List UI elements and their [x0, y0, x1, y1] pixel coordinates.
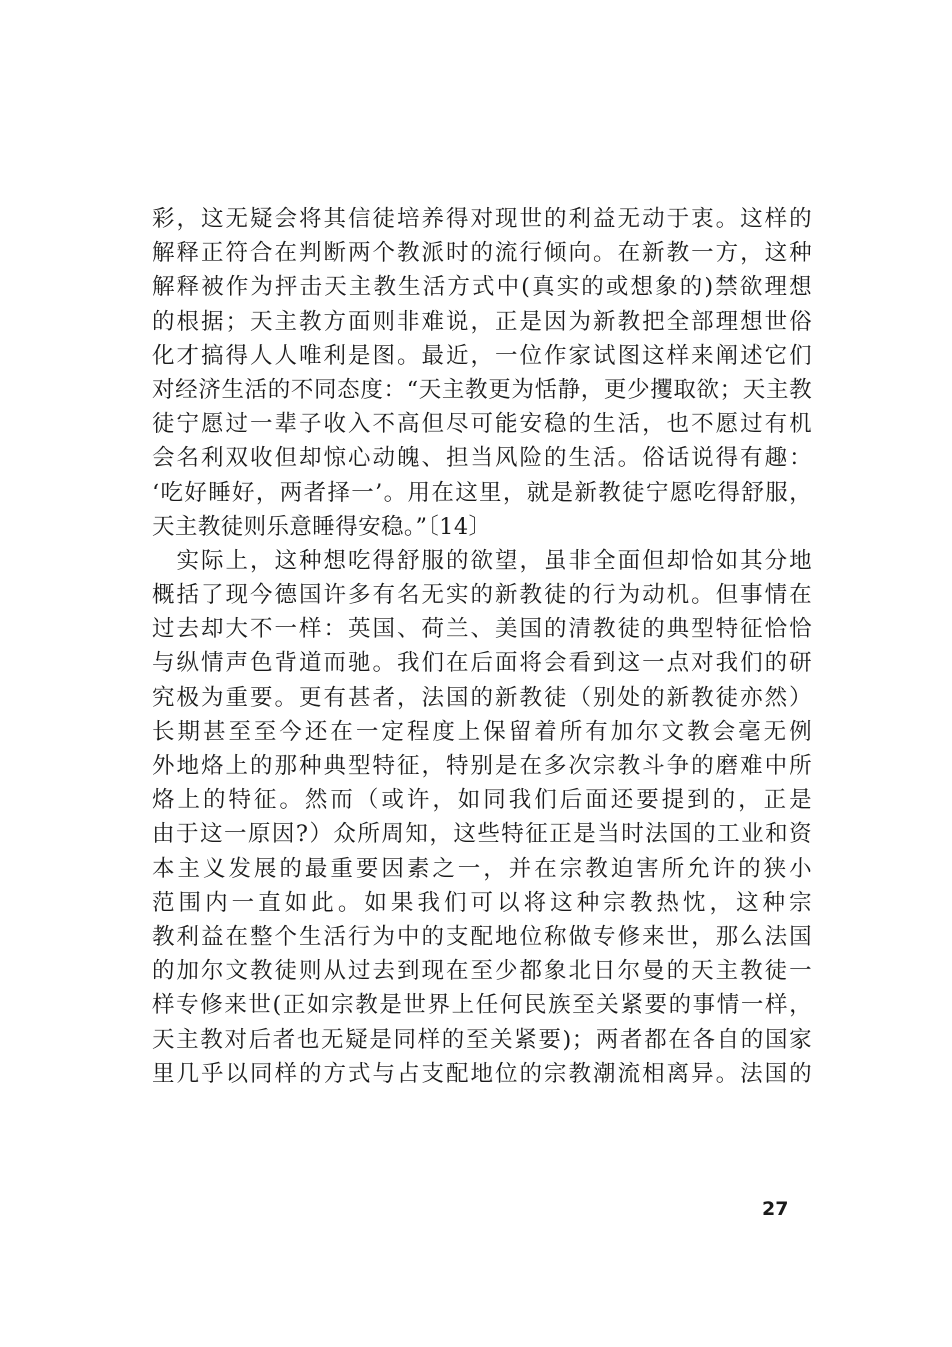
text-line: 彩，这无疑会将其信徒培养得对现世的利益无动于衷。这样的 [152, 206, 812, 232]
text-line: 的加尔文教徒则从过去到现在至少都象北日尔曼的天主教徒一 [152, 958, 812, 985]
page-number: 27 [762, 1198, 789, 1220]
text-line: 的根据；天主教方面则非难说，正是因为新教把全部理想世俗 [152, 308, 812, 335]
text-line: 天主教徒则乐意睡得安稳。”〔14〕 [152, 513, 492, 540]
text-line: 化才搞得人人唯利是图。最近，一位作家试图这样来阐述它们 [152, 342, 812, 369]
text-line: 长期甚至至今还在一定程度上保留着所有加尔文教会毫无例 [152, 718, 812, 745]
text-line: 烙上的特征。然而（或许，如同我们后面还要提到的，正是 [152, 787, 812, 814]
paragraph-2 [152, 544, 812, 1091]
paragraph-1 [152, 202, 812, 544]
text-line: 由于这一原因?）众所周知，这些特征正是当时法国的工业和资 [152, 821, 812, 848]
text-line: 徒宁愿过一辈子收入不高但尽可能安稳的生活，也不愿过有机 [152, 411, 812, 438]
text-line: 范围内一直如此。如果我们可以将这种宗教热忱，这种宗 [152, 889, 812, 916]
text-line: 样专修来世(正如宗教是世界上任何民族至关紧要的事情一样， [152, 992, 812, 1019]
body-text [152, 202, 812, 1091]
text-line: 里几乎以同样的方式与占支配地位的宗教潮流相离异。法国的 [152, 1060, 812, 1087]
text-line: 天主教对后者也无疑是同样的至关紧要)；两者都在各自的国家 [152, 1026, 812, 1053]
text-line: 过去却大不一样：英国、荷兰、美国的清教徒的典型特征恰恰 [152, 616, 812, 643]
text-line: ‘吃好睡好，两者择一’。用在这里，就是新教徒宁愿吃得舒服， [152, 479, 812, 506]
text-line: 解释被作为抨击天主教生活方式中(真实的或想象的)禁欲理想 [152, 274, 812, 301]
text-line: 解释正符合在判断两个教派时的流行倾向。在新教一方，这种 [152, 240, 812, 267]
text-line: 究极为重要。更有甚者，法国的新教徒（别处的新教徒亦然） [152, 684, 812, 711]
text-line: 对经济生活的不同态度：“天主教更为恬静，更少攫取欲；天主教 [152, 376, 812, 403]
text-line: 与纵情声色背道而驰。我们在后面将会看到这一点对我们的研 [152, 650, 812, 677]
text-line: 教利益在整个生活行为中的支配地位称做专修来世，那么法国 [152, 923, 812, 950]
text-line: 实际上，这种想吃得舒服的欲望，虽非全面但却恰如其分地 [152, 547, 812, 574]
text-line: 本主义发展的最重要因素之一，并在宗教迫害所允许的狭小 [152, 855, 812, 882]
text-line: 会名利双收但却惊心动魄、担当风险的生活。俗话说得有趣： [152, 445, 812, 472]
text-line: 外地烙上的那种典型特征，特别是在多次宗教斗争的磨难中所 [152, 753, 812, 779]
text-line: 概括了现今德国许多有名无实的新教徒的行为动机。但事情在 [152, 582, 812, 609]
